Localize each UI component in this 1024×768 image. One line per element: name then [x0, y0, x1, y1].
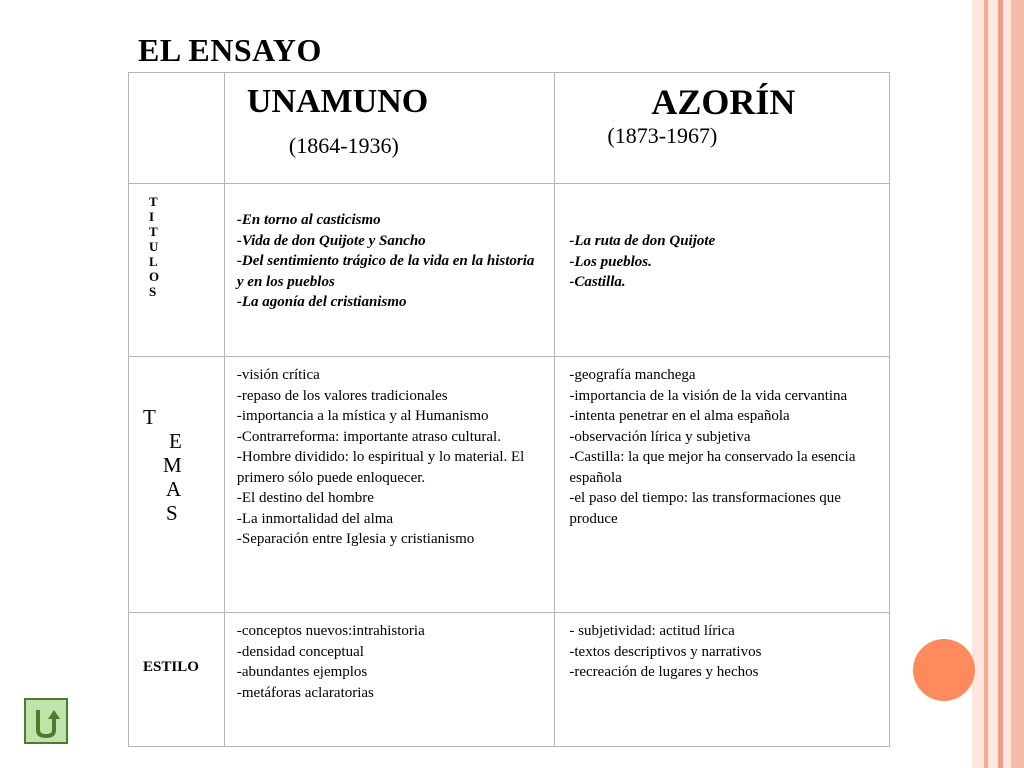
decorative-orange-circle: [913, 639, 975, 701]
author-dates-azorin: (1873-1967): [607, 122, 718, 148]
temas-row: [129, 357, 890, 613]
list-item: -Vida de don Quijote y Sancho: [236, 232, 426, 249]
unamuno-header-cell: [224, 73, 554, 184]
titulos-label-cell: [129, 184, 225, 357]
list-item: -El destino del hombre: [236, 490, 374, 506]
author-name-azorin: AZORÍN: [651, 82, 796, 122]
return-nav-button[interactable]: [24, 698, 68, 744]
list-item: -metáforas aclaratorias: [236, 684, 374, 701]
titulos-row: [129, 184, 890, 357]
estilo-azorin-list: [555, 613, 889, 683]
label-letter: T: [149, 224, 158, 239]
azorin-header-cell: [555, 73, 890, 184]
list-item: -Hombre dividido: lo espiritual y lo material. El primero sólo puede enloquecer.: [236, 449, 525, 486]
temas-azorin-list: [555, 357, 889, 529]
label-letter: U: [149, 239, 159, 254]
list-item: -La ruta de don Quijote: [569, 233, 716, 249]
estilo-label: ESTILO: [143, 659, 199, 675]
list-item: -Castilla.: [569, 274, 626, 290]
slide-title: EL ENSAYO: [138, 32, 322, 68]
estilo-row: [129, 613, 890, 747]
comparison-table: [128, 72, 890, 747]
list-item: -geografía manchega: [569, 367, 696, 383]
list-item: -recreación de lugares y hechos: [569, 664, 759, 680]
list-item: -La inmortalidad del alma: [236, 510, 394, 527]
list-item: -Contrarreforma: importante atraso cultural.: [236, 428, 501, 445]
temas-label-cell: [129, 357, 225, 613]
list-item: -el paso del tiempo: las transformaciones que produce: [569, 490, 841, 527]
list-item: -textos descriptivos y narrativos: [569, 643, 762, 660]
list-item: -repaso de los valores tradicionales: [236, 387, 448, 404]
author-name-unamuno: UNAMUNO: [246, 83, 429, 120]
list-item: -importancia a la mística y al Humanismo: [236, 408, 489, 424]
list-item: - subjetividad: actitud lírica: [569, 623, 735, 639]
label-letter: S: [166, 501, 178, 525]
list-item: -La agonía del cristianismo: [236, 294, 407, 310]
list-item: -densidad conceptual: [236, 643, 364, 660]
temas-unamuno-list: [225, 357, 554, 550]
label-letter: M: [163, 453, 182, 477]
decorative-side-stripes: [972, 0, 1024, 768]
titulos-azorin-list: [555, 184, 889, 293]
list-item: -conceptos nuevos:intrahistoria: [236, 623, 425, 639]
estilo-azorin-cell: [555, 613, 890, 747]
author-dates-unamuno: (1864-1936): [288, 133, 399, 159]
label-letter: A: [166, 477, 182, 501]
corner-cell: [129, 73, 225, 184]
label-letter: T: [149, 194, 158, 209]
list-item: -abundantes ejemplos: [236, 664, 368, 680]
list-item: -visión crítica: [236, 367, 320, 383]
header-row: [129, 73, 890, 184]
list-item: -Separación entre Iglesia y cristianismo: [236, 531, 475, 547]
u-turn-arrow-icon: [26, 700, 66, 742]
estilo-unamuno-list: [225, 613, 554, 703]
list-item: -Del sentimiento trágico de la vida en la historia y en los pueblos: [236, 253, 535, 290]
temas-vertical-label: [129, 357, 224, 525]
list-item: -intenta penetrar en el alma española: [569, 408, 790, 424]
list-item: -importancia de la visión de la vida cervantina: [569, 387, 848, 404]
label-letter: L: [149, 254, 158, 269]
label-letter: O: [149, 269, 160, 284]
titulos-vertical-label: [129, 184, 224, 299]
temas-azorin-cell: [555, 357, 890, 613]
label-letter: I: [149, 209, 155, 224]
titulos-unamuno-cell: [224, 184, 554, 357]
list-item: -observación lírica y subjetiva: [569, 428, 751, 445]
titulos-unamuno-list: [225, 184, 554, 313]
titulos-azorin-cell: [555, 184, 890, 357]
temas-unamuno-cell: [224, 357, 554, 613]
estilo-unamuno-cell: [224, 613, 554, 747]
list-item: -Castilla: la que mejor ha conservado la esencia española: [569, 449, 856, 486]
label-letter: T: [143, 405, 156, 429]
estilo-label-cell: [129, 613, 225, 747]
list-item: -En torno al casticismo: [236, 212, 381, 228]
label-letter: E: [169, 429, 182, 453]
label-letter: S: [149, 284, 157, 299]
list-item: -Los pueblos.: [569, 253, 652, 270]
